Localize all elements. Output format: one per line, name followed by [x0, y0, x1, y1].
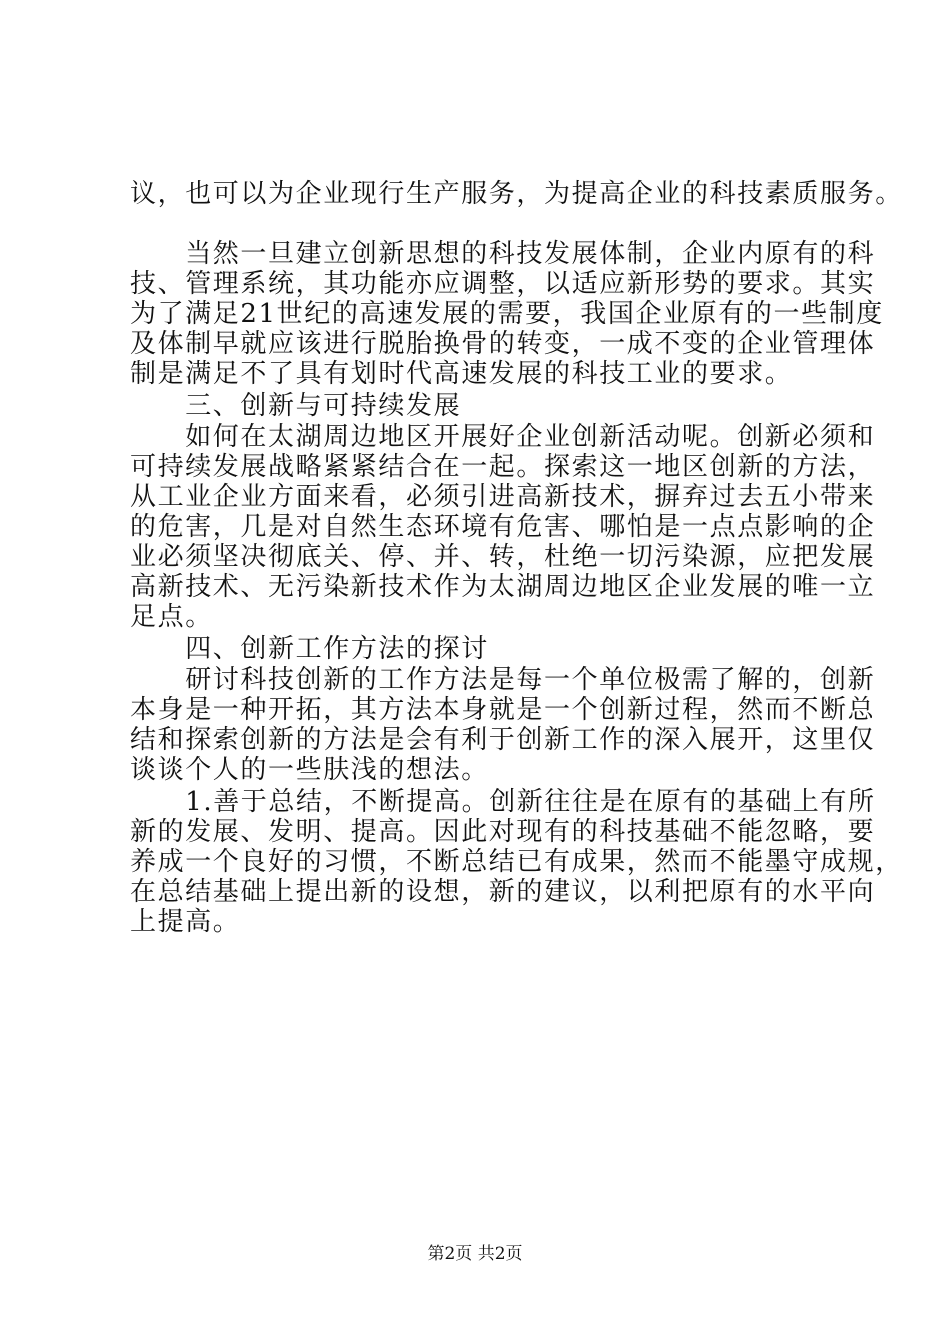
- text-line: 制是满足不了具有划时代高速发展的科技工业的要求。: [130, 359, 793, 389]
- section-heading: 三、创新与可持续发展: [130, 391, 462, 421]
- text-line: 的危害，几是对自然生态环境有危害、哪怕是一点点影响的企: [130, 512, 876, 542]
- section-heading: 四、创新工作方法的探讨: [130, 634, 489, 664]
- text-line: 1.善于总结，不断提高。创新往往是在原有的基础上有所: [130, 787, 876, 817]
- text-line: 技、管理系统，其功能亦应调整，以适应新形势的要求。其实: [130, 269, 876, 299]
- text-line: 从工业企业方面来看，必须引进高新技术，摒弃过去五小带来: [130, 482, 876, 512]
- text-line: 如何在太湖周边地区开展好企业创新活动呢。创新必须和: [130, 422, 876, 452]
- text-line: 议，也可以为企业现行生产服务，为提高企业的科技素质服务。: [130, 179, 903, 209]
- text-line: 为了满足21世纪的高速发展的需要，我国企业原有的一些制度: [130, 299, 884, 329]
- text-line: 可持续发展战略紧紧结合在一起。探索这一地区创新的方法，: [130, 452, 876, 482]
- text-line: 上提高。: [130, 907, 241, 937]
- page-number: 第2页 共2页: [427, 1244, 523, 1264]
- text-line: 本身是一种开拓，其方法本身就是一个创新过程，然而不断总: [130, 695, 876, 725]
- text-line: 研讨科技创新的工作方法是每一个单位极需了解的，创新: [130, 665, 876, 695]
- text-line: 足点。: [130, 602, 213, 632]
- text-line: 及体制早就应该进行脱胎换骨的转变，一成不变的企业管理体: [130, 329, 876, 359]
- page-footer: [0, 1243, 950, 1265]
- text-line: 高新技术、无污染新技术作为太湖周边地区企业发展的唯一立: [130, 572, 876, 602]
- text-line: 新的发展、发明、提高。因此对现有的科技基础不能忽略，要: [130, 817, 876, 847]
- text-line: 业必须坚决彻底关、停、并、转，杜绝一切污染源，应把发展: [130, 542, 876, 572]
- text-line: 结和探索创新的方法是会有利于创新工作的深入展开，这里仅: [130, 725, 876, 755]
- text-line: 谈谈个人的一些肤浅的想法。: [130, 755, 489, 785]
- text-line: 当然一旦建立创新思想的科技发展体制，企业内原有的科: [130, 239, 876, 269]
- text-line: 在总结基础上提出新的设想，新的建议，以利把原有的水平向: [130, 877, 876, 907]
- text-line: 养成一个良好的习惯，不断总结已有成果，然而不能墨守成规，: [130, 847, 903, 877]
